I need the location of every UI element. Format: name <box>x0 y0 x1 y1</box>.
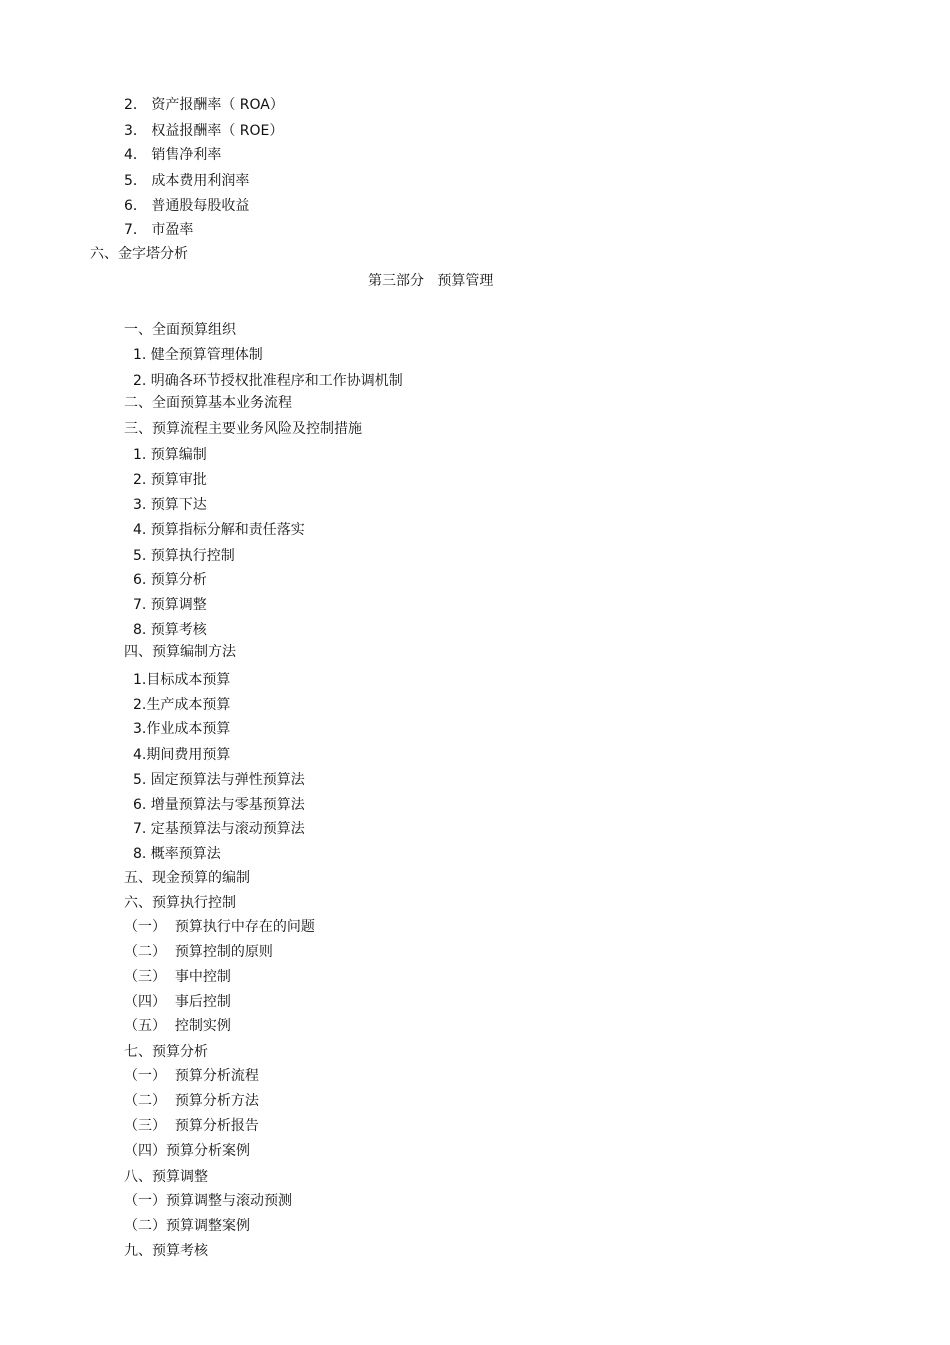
list-item: （四） 事后控制 <box>124 994 231 1010</box>
list-item: （二）预算调整案例 <box>124 1218 250 1234</box>
list-item: （一）预算调整与滚动预测 <box>124 1193 292 1209</box>
list-item: （五） 控制实例 <box>124 1018 231 1034</box>
list-item: （二） 预算控制的原则 <box>124 944 273 960</box>
list-item: 2.生产成本预算 <box>133 697 231 713</box>
list-item: 1.目标成本预算 <box>133 672 231 688</box>
section-heading: 一、全面预算组织 <box>124 322 236 338</box>
list-item: 8. 概率预算法 <box>133 846 221 862</box>
list-item: 5. 固定预算法与弹性预算法 <box>133 772 305 788</box>
list-item: 1. 健全预算管理体制 <box>133 347 263 363</box>
list-item: 7. 预算调整 <box>133 597 207 613</box>
list-item: 1. 预算编制 <box>133 447 207 463</box>
section-heading-pyramid: 六、金字塔分析 <box>90 246 188 262</box>
list-item: （二） 预算分析方法 <box>124 1093 259 1109</box>
list-item: 8. 预算考核 <box>133 622 207 638</box>
section-heading: 六、预算执行控制 <box>124 895 236 911</box>
section-heading: 四、预算编制方法 <box>124 644 236 660</box>
list-item: 4.期间费用预算 <box>133 747 231 763</box>
list-item: 3. 预算下达 <box>133 497 207 513</box>
list-item: （一） 预算执行中存在的问题 <box>124 919 315 935</box>
list-item-pe: 7． 市盈率 <box>124 222 194 238</box>
section-heading: 八、预算调整 <box>124 1169 208 1185</box>
list-item: 6. 增量预算法与零基预算法 <box>133 797 305 813</box>
list-item: 7. 定基预算法与滚动预算法 <box>133 821 305 837</box>
list-item-roa: 2． 资产报酬率（ ROA） <box>124 97 284 113</box>
section-heading: 二、全面预算基本业务流程 <box>124 395 292 411</box>
list-item: 4. 预算指标分解和责任落实 <box>133 522 305 538</box>
list-item: 5. 预算执行控制 <box>133 548 235 564</box>
list-item: （三） 事中控制 <box>124 969 231 985</box>
list-item: 6. 预算分析 <box>133 572 207 588</box>
list-item: （三） 预算分析报告 <box>124 1118 259 1134</box>
page-title: 第三部分 预算管理 <box>368 273 494 289</box>
list-item-eps: 6． 普通股每股收益 <box>124 198 250 214</box>
section-heading: 五、现金预算的编制 <box>124 870 250 886</box>
list-item: 2. 明确各环节授权批准程序和工作协调机制 <box>133 373 403 389</box>
list-item-roe: 3． 权益报酬率（ ROE） <box>124 123 284 139</box>
list-item: （四）预算分析案例 <box>124 1143 250 1159</box>
section-heading: 九、预算考核 <box>124 1243 208 1259</box>
list-item-net-margin: 4． 销售净利率 <box>124 147 222 163</box>
list-item-cost-profit: 5． 成本费用利润率 <box>124 173 250 189</box>
list-item: 2. 预算审批 <box>133 472 207 488</box>
section-heading: 三、预算流程主要业务风险及控制措施 <box>124 421 362 437</box>
list-item: （一） 预算分析流程 <box>124 1068 259 1084</box>
section-heading: 七、预算分析 <box>124 1044 208 1060</box>
list-item: 3.作业成本预算 <box>133 721 231 737</box>
